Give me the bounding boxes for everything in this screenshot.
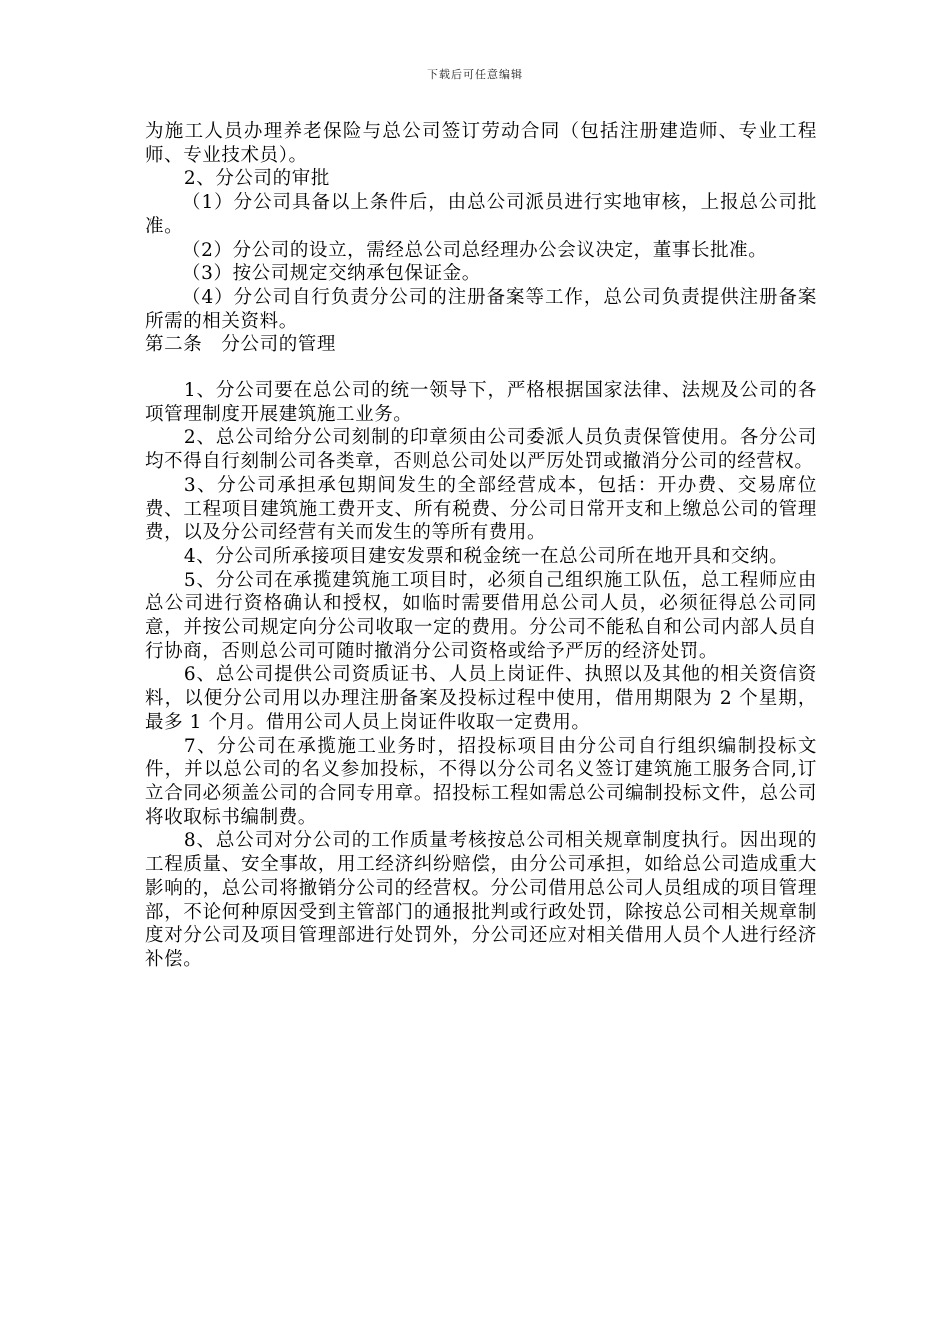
approval-item-1: （1）分公司具备以上条件后，由总公司派员进行实地审核，上报总公司批准。 (145, 192, 817, 237)
approval-item-3: （3）按公司规定交纳承包保证金。 (182, 263, 481, 285)
management-item-2: 2、总公司给分公司刻制的印章须由公司委派人员负责保管使用。各分公司均不得自行刻制公司各类章，否则总公司处以严厉处罚或撤消分公司的经营权。 (145, 427, 817, 473)
blank-line (145, 357, 817, 379)
document-body (145, 120, 817, 972)
management-item-4: 4、分公司所承接项目建安发票和税金统一在总公司所在地开具和交纳。 (183, 545, 789, 567)
paragraph-insurance: 为施工人员办理养老保险与总公司签订劳动合同（包括注册建造师、专业工程师、专业技术员）。 (145, 121, 817, 166)
approval-item-2: （2）分公司的设立，需经总公司总经理办公会议决定，董事长批准。 (182, 239, 768, 261)
management-item-8: 8、总公司对分公司的工作质量考核按总公司相关规章制度执行。因出现的工程质量、安全事故，用工经济纠纷赔偿，由分公司承担，如给总公司造成重大影响的，总公司将撤销分公司的经营权。分公司借用总公司人员组成的项目管理部，不论何种原因受到主管部门的通报批判或行政处罚，除按总公司相关规章制度对分公司及项目管理部进行处罚外，分公司还应对相关借用人员个人进行经济补偿。 (145, 830, 817, 970)
page-header: 下载后可任意编辑 (427, 68, 523, 81)
management-item-6: 6、总公司提供公司资质证书、人员上岗证件、执照以及其他的相关资信资料，以便分公司用以办理注册备案及投标过程中使用，借用期限为 2 个星期，最多 1 个月。借用公司人员上岗证件收取一定费用。 (145, 664, 817, 733)
management-item-7: 7、分公司在承揽施工业务时，招投标项目由分公司自行组织编制投标文件，并以总公司的名义参加投标，不得以分公司名义签订建筑施工服务合同,订立合同必须盖公司的合同专用章。招投标工程如需总公司编制投标文件，总公司将收取标书编制费。 (145, 735, 817, 828)
management-item-1: 1、分公司要在总公司的统一领导下，严格根据国家法律、法规及公司的各项管理制度开展建筑施工业务。 (145, 380, 817, 425)
management-item-5: 5、分公司在承揽建筑施工项目时，必须自己组织施工队伍，总工程师应由总公司进行资格确认和授权，如临时需要借用总公司人员，必须征得总公司同意，并按公司规定向分公司收取一定的费用。分公司不能私自和公司内部人员自行协商，否则总公司可随时撤消分公司资格或给予严厉的经济处罚。 (145, 569, 817, 662)
approval-item-4: （4）分公司自行负责分公司的注册备案等工作，总公司负责提供注册备案所需的相关资料。 (145, 286, 817, 332)
article-heading-management: 第二条 分公司的管理 (145, 334, 337, 356)
management-item-3: 3、分公司承担承包期间发生的全部经营成本，包括：开办费、交易席位费、工程项目建筑施工费开支、所有税费、分公司日常开支和上缴总公司的管理费，以及分公司经营有关而发生的等所有费用。 (145, 474, 817, 544)
section-approval-title: 2、分公司的审批 (183, 168, 330, 190)
